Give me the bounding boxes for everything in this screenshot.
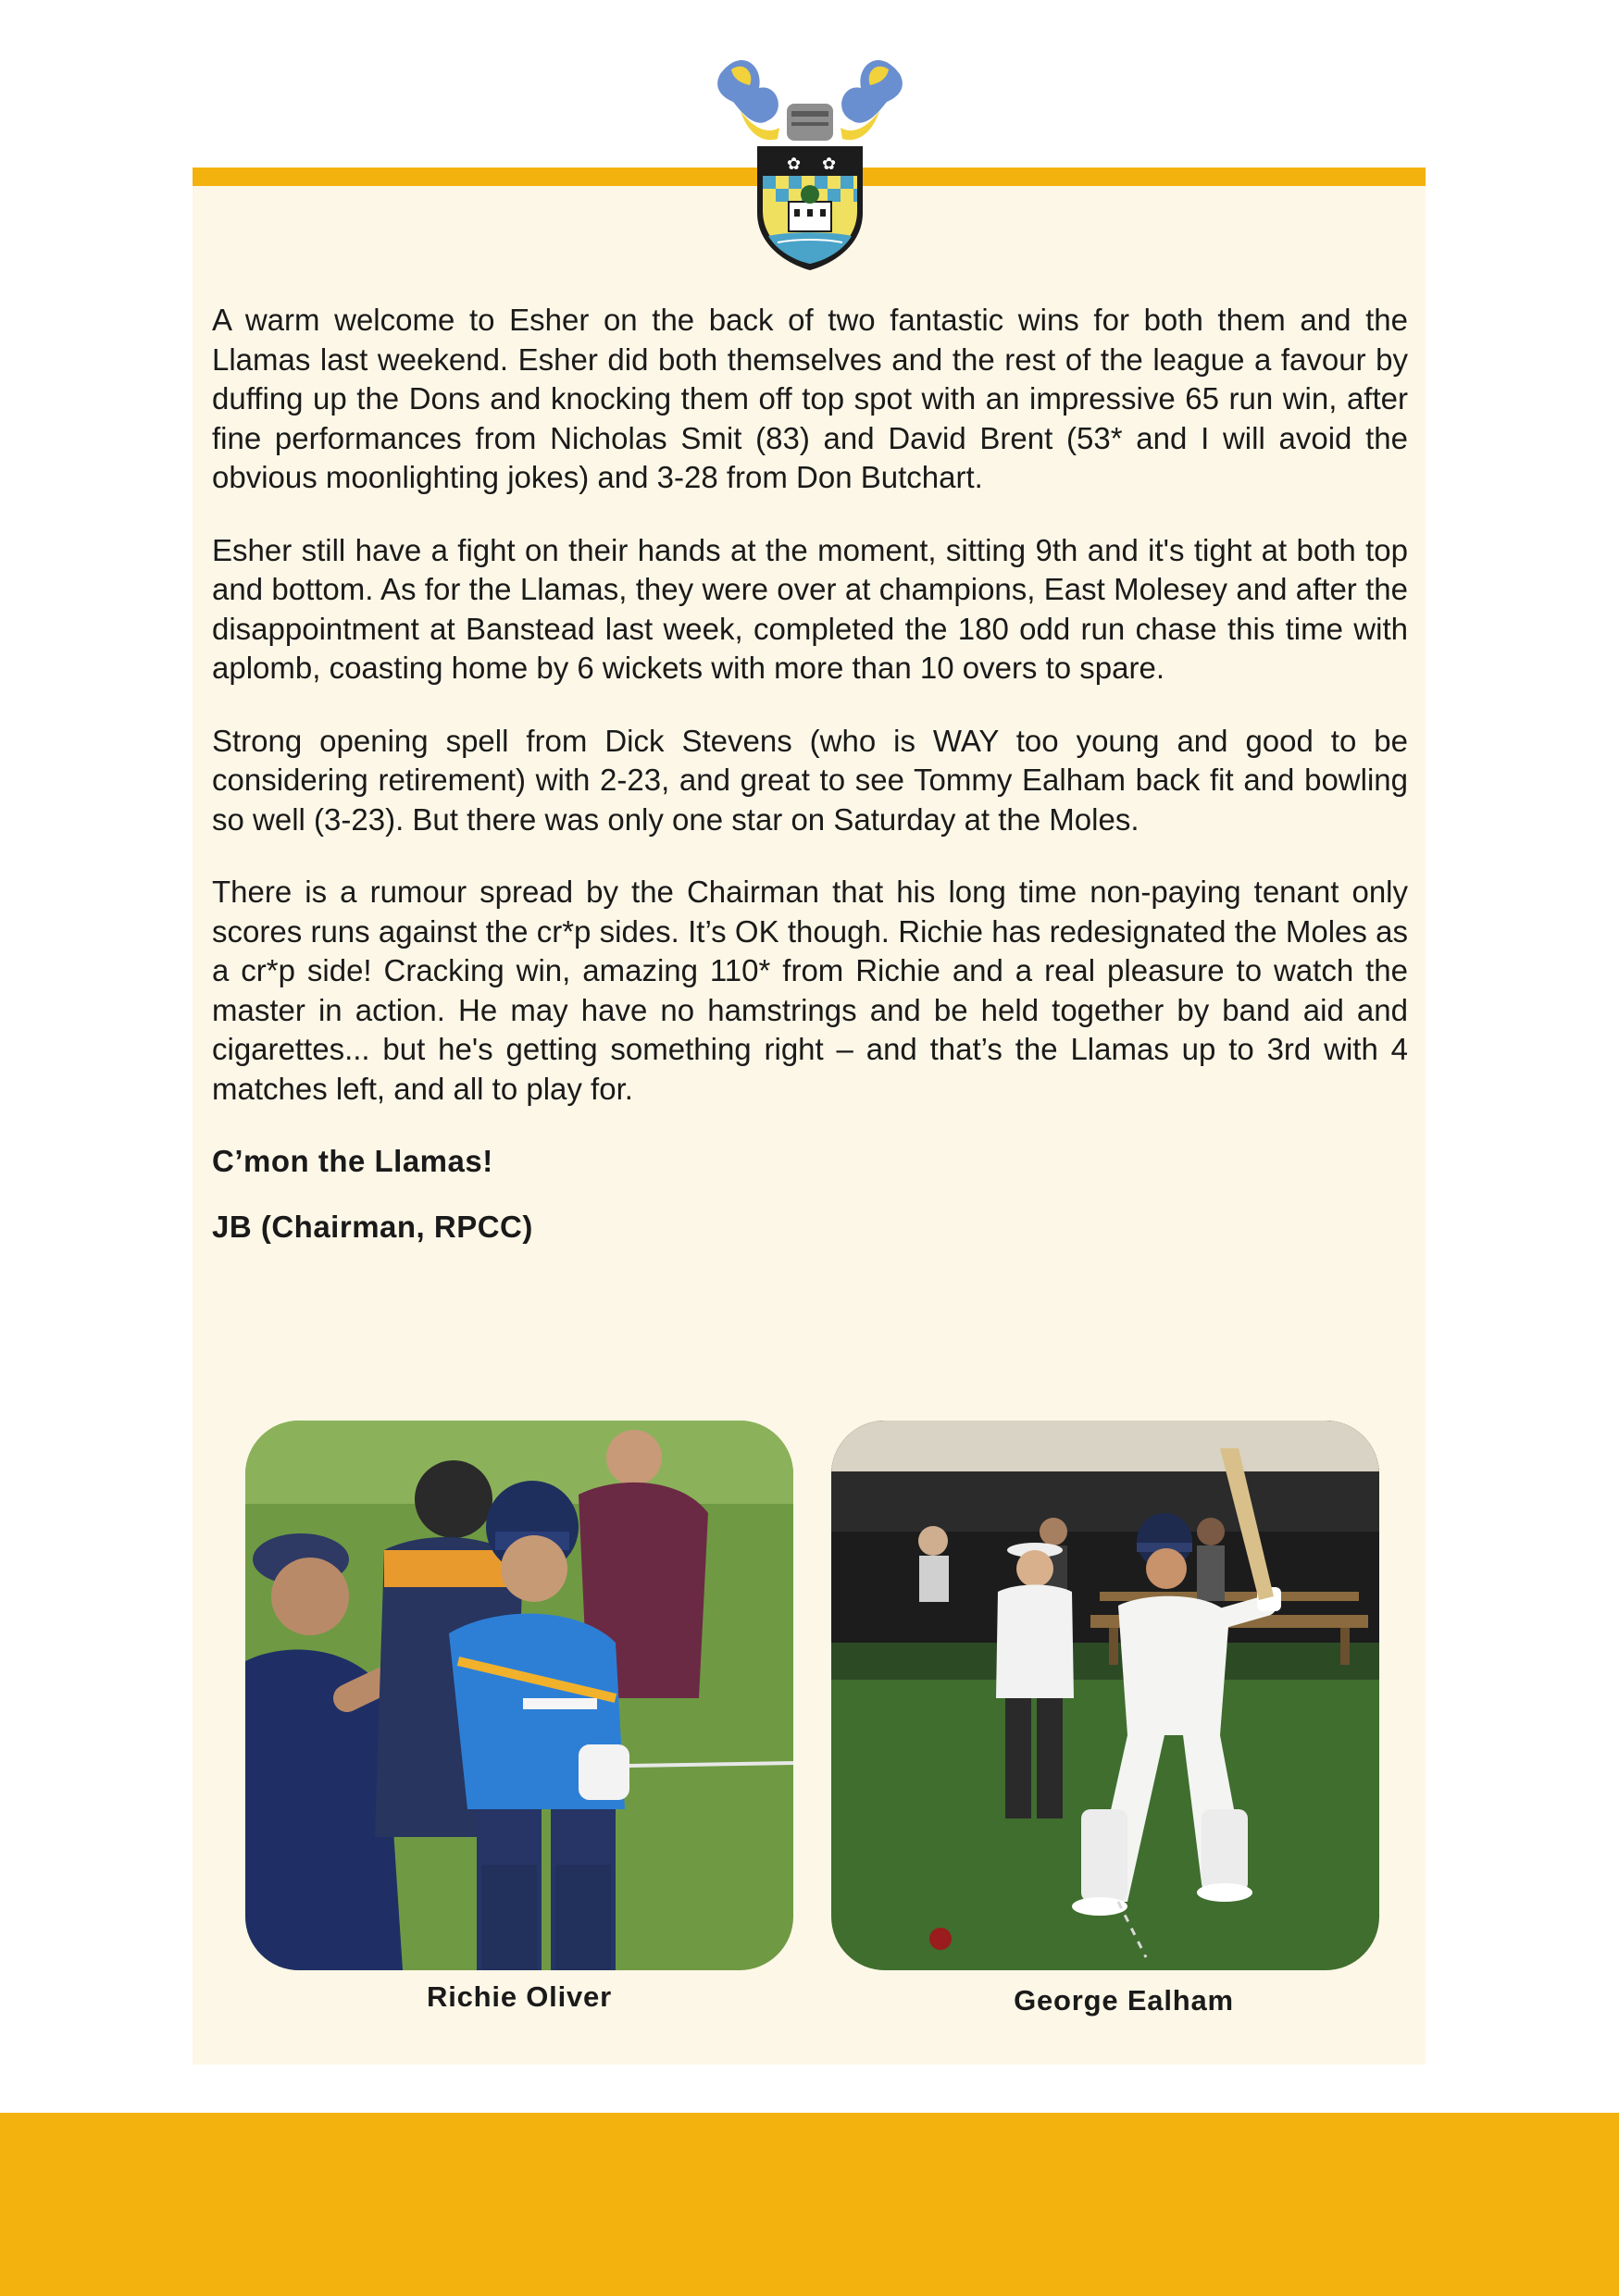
- photo-caption-right: George Ealham: [1014, 1984, 1234, 2017]
- photo-richie-oliver: [245, 1421, 793, 1970]
- article-paragraph: Esher still have a fight on their hands at the moment, sitting 9th and it's tight at both top and bottom. As for the Llamas, they were over at champions, East Molesey and after the disappointment at Banstead last week, completed the 180 odd run chase this time with aplomb, coasting home by 6 wickets with more than 10 overs to spare.: [212, 532, 1408, 685]
- cheer-line: C’mon the Llamas!: [212, 1144, 493, 1178]
- article-paragraph: Strong opening spell from Dick Stevens (who is WAY too young and good to be considering retirement) with 2-23, and great to see Tommy Ealham back fit and bowling so well (3-23). But there was only one star on Saturday at the Moles.: [212, 723, 1408, 837]
- article-paragraph: There is a rumour spread by the Chairman that his long time non-paying tenant only scores runs against the cr*p sides. It’s OK though. Richie has redesignated the Moles as a cr*p side! Cracking win, amazing 110* from Richie and a real pleasure to watch the master in action. He may have no hamstrings and be held together by band aid and cigarettes... but he's getting something right – and that’s the Llamas up to 3rd with 4 matches left, and all to play for.: [212, 875, 1408, 1106]
- article-paragraph: A warm welcome to Esher on the back of two fantastic wins for both them and the Llamas last weekend. Esher did both themselves and the rest of the league a favour by duffing up the Dons and knocking them off top spot with an impressive 65 run win, after fine performances from Nicholas Smit (83) and David Brent (53* and I will avoid the obvious moonlighting jokes) and 3-28 from Don Butchart.: [212, 303, 1408, 494]
- article-body: [212, 301, 1408, 1272]
- signature: JB (Chairman, RPCC): [212, 1209, 533, 1244]
- svg-text:✿: ✿: [822, 155, 837, 174]
- bottom-accent-bar: [0, 2113, 1619, 2296]
- club-crest-logo: [713, 46, 907, 278]
- photo-george-ealham: [831, 1421, 1379, 1970]
- svg-text:✿: ✿: [787, 155, 802, 174]
- photo-caption-left: Richie Oliver: [427, 1980, 612, 2013]
